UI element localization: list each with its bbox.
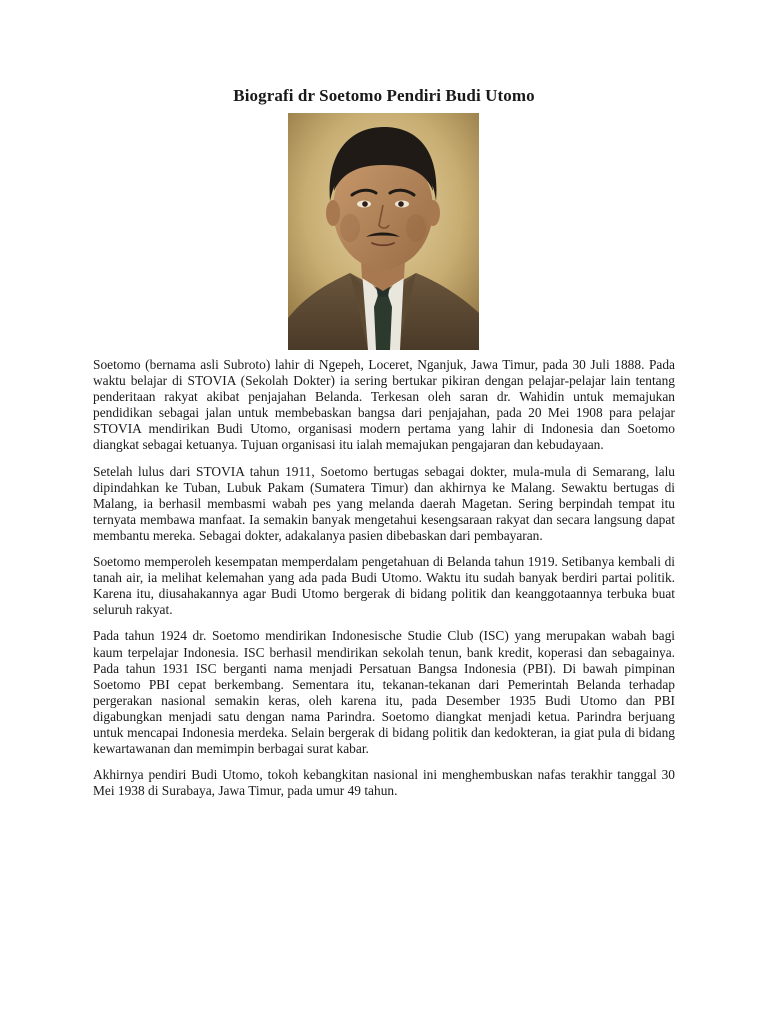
- paragraph: Setelah lulus dari STOVIA tahun 1911, Soetomo bertugas sebagai dokter, mula-mula di Semarang, lalu dipindahkan ke Tuban, Lubuk Pakam (Sumatera Timur) dan akhirnya ke Malang. Sewaktu bertugas di Malang, ia berhasil membasmi wabah pes yang melanda daerah Magetan. Sering berpindah tempat itu ternyata membawa manfaat. Ia semakin banyak mengetahui kesengsaraan rakyat dan secara langsung dapat membantu mereka. Sebagai dokter, adakalanya pasien dibebaskan dari pembayaran.: [93, 463, 675, 543]
- paragraph: Akhirnya pendiri Budi Utomo, tokoh kebangkitan nasional ini menghembuskan nafas terakhir tanggal 30 Mei 1938 di Surabaya, Jawa Timur, pada umur 49 tahun.: [93, 767, 675, 799]
- portrait-illustration: [288, 113, 479, 350]
- paragraph: Pada tahun 1924 dr. Soetomo mendirikan Indonesische Studie Club (ISC) yang merupakan wabah bagi kaum terpelajar Indonesia. ISC berhasil mendirikan sekolah tenun, bank kredit, koperasi dan sebagainya. Pada tahun 1931 ISC berganti nama menjadi Persatuan Bangsa Indonesia (PBI). Di bawah pimpinan Soetomo PBI cepat berkembang. Sementara itu, tekanan-tekanan dari Pemerintah Belanda terhadap pergerakan nasional semakin keras, oleh karena itu, pada Desember 1935 Budi Utomo dan PBI digabungkan menjadi satu dengan nama Parindra. Soetomo diangkat menjadi ketua. Parindra berjuang untuk mencapai Indonesia merdeka. Selain bergerak di bidang politik dan kedokteran, ia giat pula di bidang kewartawanan dan memimpin berbagai surat kabar.: [93, 628, 675, 757]
- paragraph: Soetomo (bernama asli Subroto) lahir di Ngepeh, Loceret, Nganjuk, Jawa Timur, pada 30 Juli 1888. Pada waktu belajar di STOVIA (Sekolah Dokter) ia sering bertukar pikiran dengan pelajar-pelajar lain tentang penderitaan rakyat akibat penjajahan Belanda. Terkesan oleh saran dr. Wahidin untuk memajukan pendidikan sebagai jalan untuk membebaskan bangsa dari penjajahan, pada 20 Mei 1908 para pelajar STOVIA mendirikan Budi Utomo, organisasi modern pertama yang lahir di Indonesia dan Soetomo diangkat sebagai ketuanya. Tujuan organisasi itu ialah memajukan pengajaran dan kebudayaan.: [93, 357, 675, 453]
- paragraph: Soetomo memperoleh kesempatan memperdalam pengetahuan di Belanda tahun 1919. Setibanya kembali di tanah air, ia melihat kelemahan yang ada pada Budi Utomo. Waktu itu sudah banyak berdiri partai politik. Karena itu, diusahakannya agar Budi Utomo bergerak di bidang politik dan keanggotaannya terbuka buat seluruh rakyat.: [93, 554, 675, 618]
- portrait-image: [288, 113, 479, 350]
- biography-body: [93, 357, 675, 809]
- document-title: Biografi dr Soetomo Pendiri Budi Utomo: [233, 86, 535, 105]
